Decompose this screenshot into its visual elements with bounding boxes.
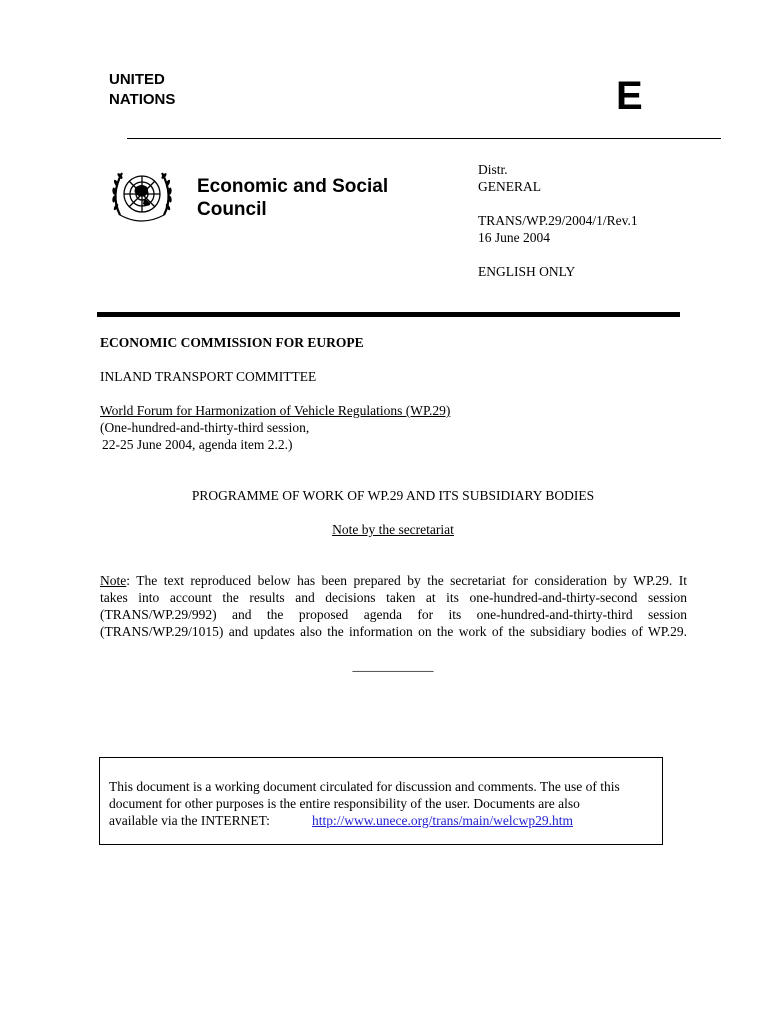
disclaimer-box bbox=[99, 757, 663, 845]
session-line2: 22-25 June 2004, agenda item 2.2.) bbox=[102, 437, 293, 452]
committee-heading: INLAND TRANSPORT COMMITTEE bbox=[100, 369, 317, 384]
note-line-2: takes into account the results and decisions taken at its one-hundred-and-thirty-second session bbox=[100, 590, 687, 605]
distr-label: Distr. bbox=[478, 162, 508, 177]
document-title: PROGRAMME OF WORK OF WP.29 AND ITS SUBSIDIARY BODIES bbox=[191, 488, 595, 503]
header-rule bbox=[127, 138, 721, 139]
council-name-line1: Economic and Social bbox=[197, 176, 389, 197]
note-line-4: (TRANS/WP.29/1015) and updates also the information on the work of the subsidiary bodies of WP.29. bbox=[100, 624, 687, 639]
council-name-line2: Council bbox=[197, 199, 267, 220]
disclaimer-line2: document for other purposes is the entire responsibility of the user. Documents are also bbox=[109, 796, 580, 811]
disclaimer-line1: This document is a working document circulated for discussion and comments. The use of this bbox=[109, 779, 620, 794]
header-thick-rule bbox=[97, 312, 680, 317]
document-subtitle: Note by the secretariat bbox=[332, 522, 454, 537]
note-line-1 bbox=[100, 572, 687, 589]
note-label: Note bbox=[100, 573, 127, 588]
note-line-3: (TRANS/WP.29/992) and the proposed agenda for its one-hundred-and-thirty-third session bbox=[100, 607, 687, 622]
org-name-line2: NATIONS bbox=[109, 91, 176, 108]
session-line1: (One-hundred-and-thirty-third session, bbox=[100, 420, 310, 435]
unece-link[interactable]: http://www.unece.org/trans/main/welcwp29.htm bbox=[312, 813, 573, 828]
forum-heading: World Forum for Harmonization of Vehicle Regulations (WP.29) bbox=[100, 403, 451, 418]
org-name-line1: UNITED bbox=[109, 71, 165, 88]
separator-line: ____________ bbox=[352, 658, 434, 673]
document-symbol: TRANS/WP.29/2004/1/Rev.1 bbox=[478, 213, 638, 228]
language-letter: E bbox=[616, 74, 643, 118]
document-date: 16 June 2004 bbox=[478, 230, 550, 245]
commission-heading: ECONOMIC COMMISSION FOR EUROPE bbox=[100, 335, 364, 350]
distribution-value: GENERAL bbox=[478, 179, 541, 194]
note-paragraph bbox=[100, 572, 687, 640]
disclaimer-line3: available via the INTERNET: bbox=[109, 813, 270, 828]
document-language: ENGLISH ONLY bbox=[478, 264, 576, 279]
un-emblem-icon bbox=[106, 163, 178, 229]
note-line-1-text: : The text reproduced below has been prepared by the secretariat for consideration by WP.29. It bbox=[126, 573, 687, 588]
